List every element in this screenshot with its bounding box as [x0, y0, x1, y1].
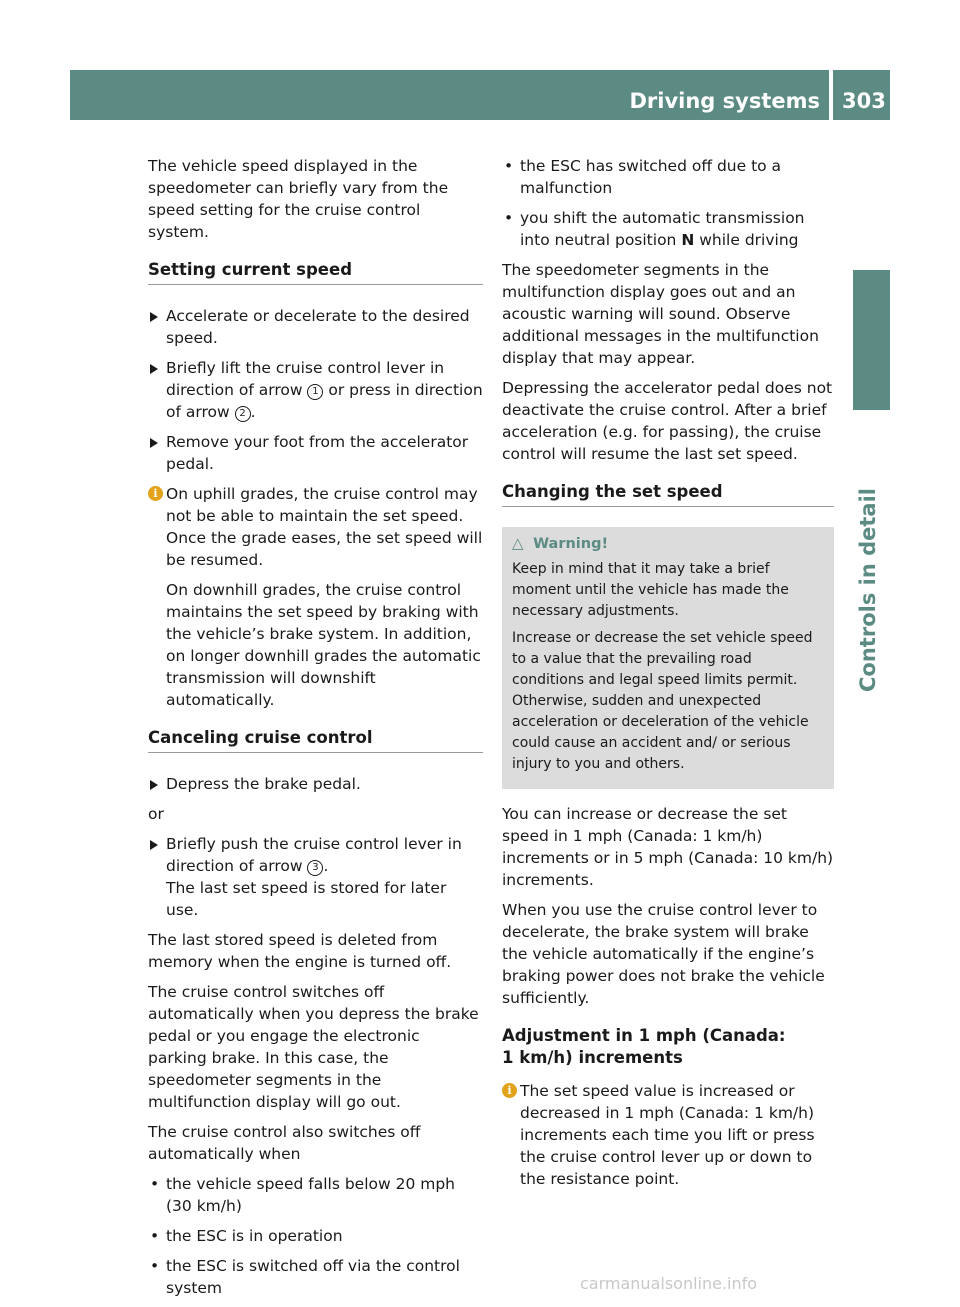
- step-text: .: [323, 857, 329, 875]
- or-text: or: [148, 805, 164, 823]
- bullet-esc-malfunction: • the ESC has switched off due to a malfunction: [502, 155, 834, 199]
- step-accelerate: Accelerate or decelerate to the desired speed.: [148, 305, 483, 349]
- step-text: Briefly push the cruise control lever in direction of arrow: [166, 835, 462, 875]
- left-column: [148, 155, 483, 1307]
- arrow-3-marker: 3: [307, 860, 323, 876]
- heading-setting-current-speed: Setting current speed: [148, 259, 483, 285]
- heading-line: Adjustment in 1 mph (Canada:: [502, 1026, 786, 1045]
- paragraph-also-switches: The cruise control also switches off automatically when: [148, 1123, 421, 1163]
- paragraph-increments: You can increase or decrease the set speed in 1 mph (Canada: 1 km/h) increments or in 5 mph (Canada: 10 km/h) increments.: [502, 805, 834, 889]
- step-lift-lever: [148, 357, 483, 423]
- watermark: carmanualsonline.info: [580, 1274, 758, 1293]
- info-paragraph: On downhill grades, the cruise control maintains the set speed by braking with the vehicle’s brake system. In addition, on longer downhill grades the automatic transmission will downshift automatically.: [166, 581, 481, 709]
- intro-paragraph: The vehicle speed displayed in the speedometer can briefly vary from the speed setting for the cruise control system.: [148, 157, 449, 241]
- paragraph-lever-decelerate: When you use the cruise control lever to decelerate, the brake system will brake the vehicle automatically if the engine’s braking power does not brake the vehicle sufficiently.: [502, 901, 825, 1007]
- warning-box: [502, 527, 834, 789]
- heading-canceling-cruise-control: Canceling cruise control: [148, 727, 483, 753]
- warning-paragraph: Increase or decrease the set vehicle speed to a value that the prevailing road conditions and legal speed limits permit. Otherwise, sudden and unexpected acceleration or deceleration of the vehicle could cause an accident and/ or serious injury to you and others.: [512, 630, 813, 772]
- warning-triangle-icon: △: [512, 534, 524, 552]
- arrow-2-marker: 2: [235, 406, 251, 422]
- info-note-increments: [502, 1080, 834, 1190]
- step-push-lever: [148, 833, 483, 921]
- info-icon: i: [148, 486, 163, 501]
- chapter-label: Controls in detail: [856, 488, 880, 692]
- warning-paragraph: Keep in mind that it may take a brief moment until the vehicle has made the necessary adjustments.: [512, 561, 789, 619]
- arrow-1-marker: 1: [307, 384, 323, 400]
- bullet-neutral: [502, 207, 834, 251]
- paragraph-accelerator: Depressing the accelerator pedal does not deactivate the cruise control. After a brief acceleration (e.g. for passing), the cruise control will resume the last set speed.: [502, 379, 833, 463]
- side-tab: [853, 270, 890, 410]
- info-icon: i: [502, 1083, 517, 1098]
- gear-n-label: N: [681, 231, 695, 249]
- section-title: Driving systems: [629, 89, 820, 113]
- header-divider: [829, 70, 833, 120]
- step-text: or press in direction of arrow: [166, 381, 483, 421]
- info-paragraph: On uphill grades, the cruise control may not be able to maintain the set speed. Once the grade eases, the set speed will be resumed.: [166, 485, 483, 569]
- step-text: .: [250, 403, 256, 421]
- bullet-esc-operation: • the ESC is in operation: [148, 1225, 483, 1247]
- step-text: Briefly lift the cruise control lever in direction of arrow: [166, 359, 445, 399]
- bullet-text: you shift the automatic transmission into neutral position: [520, 209, 805, 249]
- warning-title: [512, 533, 826, 555]
- right-column: [502, 155, 834, 1198]
- paragraph-segments: The speedometer segments in the multifunction display goes out and an acoustic warning will sound. Observe additional messages in the multifunction display that may appear.: [502, 261, 819, 367]
- bullet-text: while driving: [699, 231, 799, 249]
- warning-title-text: Warning!: [533, 536, 609, 552]
- info-note-grades: [148, 483, 483, 711]
- heading-changing-set-speed: Changing the set speed: [502, 481, 834, 507]
- step-remove-foot: Remove your foot from the accelerator pedal.: [148, 431, 483, 475]
- step-depress-brake: Depress the brake pedal.: [148, 773, 483, 795]
- page-number: 303: [842, 89, 886, 113]
- step-note: The last set speed is stored for later use.: [166, 879, 447, 919]
- info-paragraph: The set speed value is increased or decreased in 1 mph (Canada: 1 km/h) increments each time you lift or press the cruise control lever up or down to the resistance point.: [520, 1082, 815, 1188]
- bullet-esc-switched-off: • the ESC is switched off via the control system: [148, 1255, 483, 1299]
- heading-adjustment-1mph: [502, 1025, 834, 1072]
- bullet-speed-below: • the vehicle speed falls below 20 mph (30 km/h): [148, 1173, 483, 1217]
- paragraph-deleted: The last stored speed is deleted from memory when the engine is turned off.: [148, 931, 452, 971]
- paragraph-switches-off: The cruise control switches off automatically when you depress the brake pedal or you engage the electronic parking brake. In this case, the speedometer segments in the multifunction display will go out.: [148, 983, 479, 1111]
- heading-line: 1 km/h) increments: [502, 1048, 683, 1067]
